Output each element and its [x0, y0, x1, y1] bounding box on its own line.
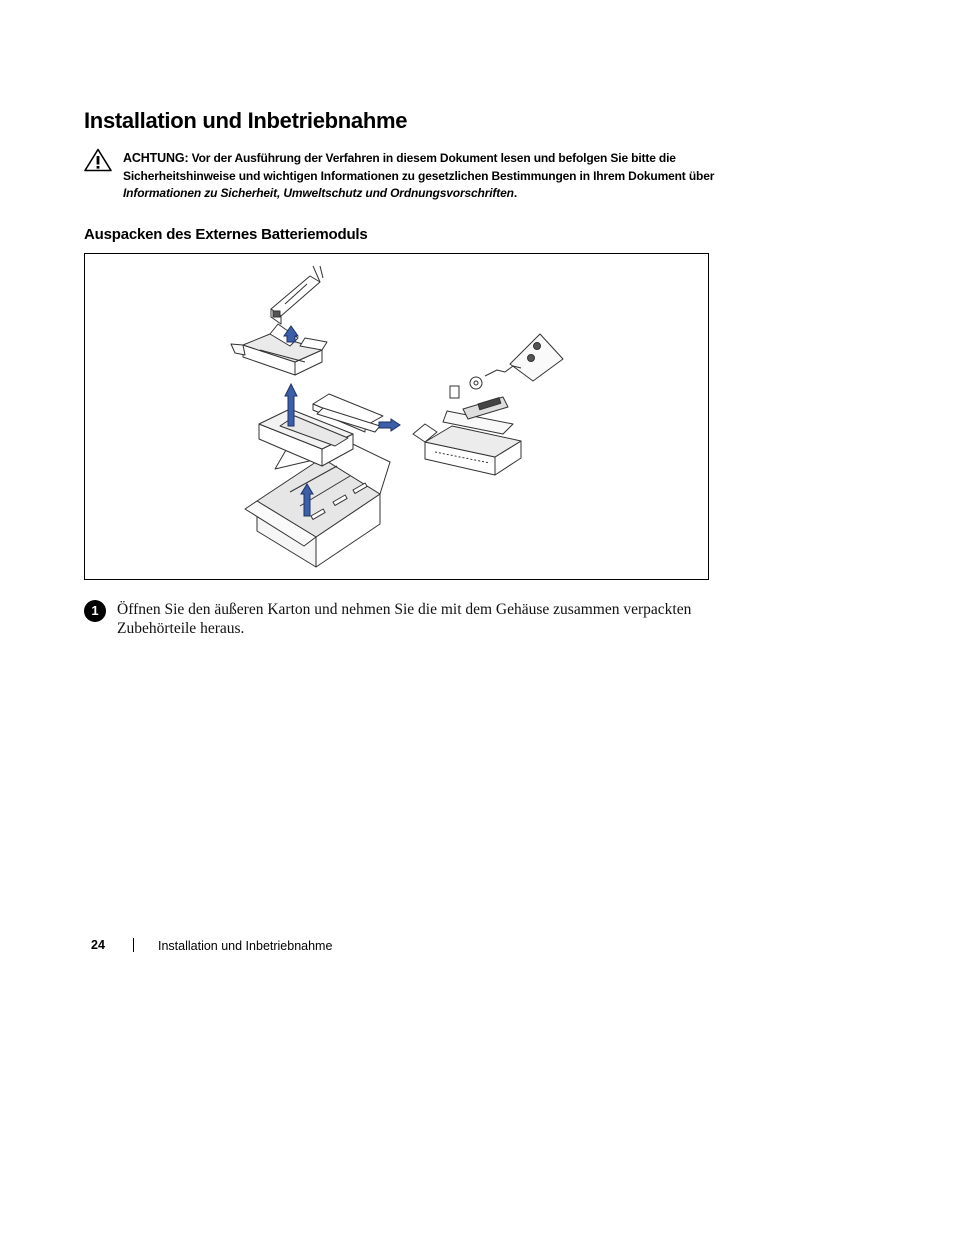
section-heading: Auspacken des Externes Batteriemoduls: [84, 226, 368, 243]
accessory-box: [413, 411, 521, 475]
caution-body: Vor der Ausführung der Verfahren in diesem Dokument lesen und befolgen Sie bitte die Sicherheitshinweise und wichtigen Informationen zu gesetzlichen Bestimmungen in Ihrem Dokument über: [123, 151, 715, 183]
page-footer: [0, 938, 954, 958]
step-text: Öffnen Sie den äußeren Karton und nehmen Sie die mit dem Gehäuse zusammen verpackten Zubehörteile heraus.: [117, 601, 692, 637]
page-title: Installation und Inbetriebnahme: [84, 108, 408, 133]
accessory-parts: [450, 334, 563, 419]
caution-end: .: [513, 186, 517, 200]
caution-text: [123, 150, 753, 203]
unpacking-illustration: [84, 253, 709, 580]
page-number: 24: [91, 938, 105, 952]
caution-reference: Informationen zu Sicherheit, Umweltschutz und Ordnungsvorschriften: [123, 186, 514, 200]
footer-divider: [133, 938, 134, 952]
caution-label: ACHTUNG:: [123, 151, 189, 165]
step-number-badge: 1: [84, 600, 106, 622]
warning-icon: [84, 148, 112, 172]
footer-title: Installation und Inbetriebnahme: [158, 939, 333, 953]
small-carton-top: [231, 324, 327, 375]
battery-rails: [271, 266, 323, 324]
